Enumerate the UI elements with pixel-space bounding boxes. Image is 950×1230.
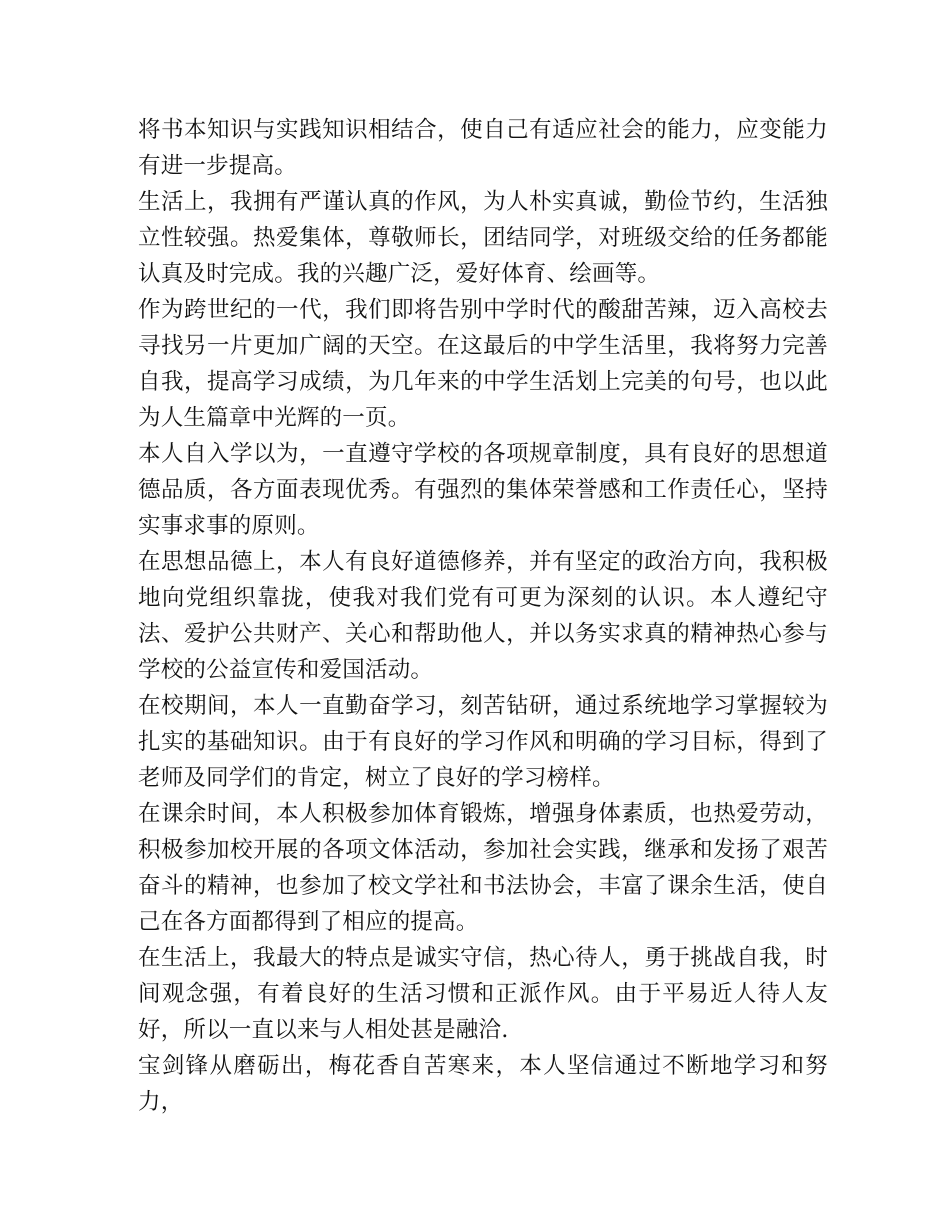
paragraph-1: 将书本知识与实践知识相结合，使自己有适应社会的能力，应变能力有进一步提高。 [138, 117, 828, 179]
paragraph-9: 宝剑锋从磨砺出，梅花香自苦寒来，本人坚信通过不断地学习和努力， [138, 1053, 828, 1115]
paragraph-2: 生活上，我拥有严谨认真的作风，为人朴实真诚，勤俭节约，生活独立性较强。热爱集体，尊敬师长，团结同学，对班级交给的任务都能认真及时完成。我的兴趣广泛，爱好体育、绘画等。 [138, 189, 828, 287]
paragraph-7: 在课余时间，本人积极参加体育锻炼，增强身体素质，也热爱劳动，积极参加校开展的各项文体活动，参加社会实践，继承和发扬了艰苦奋斗的精神，也参加了校文学社和书法协会，丰富了课余生活，使自己在各方面都得到了相应的提高。 [138, 801, 828, 935]
paragraph-5: 在思想品德上，本人有良好道德修养，并有坚定的政治方向，我积极地向党组织靠拢，使我对我们党有可更为深刻的认识。本人遵纪守法、爱护公共财产、关心和帮助他人，并以务实求真的精神热心参与学校的公益宣传和爱国活动。 [138, 549, 828, 683]
paragraph-4: 本人自入学以为，一直遵守学校的各项规章制度，具有良好的思想道德品质，各方面表现优秀。有强烈的集体荣誉感和工作责任心，坚持实事求事的原则。 [138, 441, 828, 539]
paragraph-3: 作为跨世纪的一代，我们即将告别中学时代的酸甜苦辣，迈入高校去寻找另一片更加广阔的天空。在这最后的中学生活里，我将努力完善自我，提高学习成绩，为几年来的中学生活划上完美的句号，也以此为人生篇章中光辉的一页。 [138, 297, 828, 431]
paragraph-8: 在生活上，我最大的特点是诚实守信，热心待人，勇于挑战自我，时间观念强，有着良好的生活习惯和正派作风。由于平易近人待人友好，所以一直以来与人相处甚是融洽. [138, 945, 828, 1043]
paragraph-6: 在校期间，本人一直勤奋学习，刻苦钻研，通过系统地学习掌握较为扎实的基础知识。由于有良好的学习作风和明确的学习目标，得到了老师及同学们的肯定，树立了良好的学习榜样。 [138, 693, 828, 791]
document-body [138, 112, 828, 1120]
